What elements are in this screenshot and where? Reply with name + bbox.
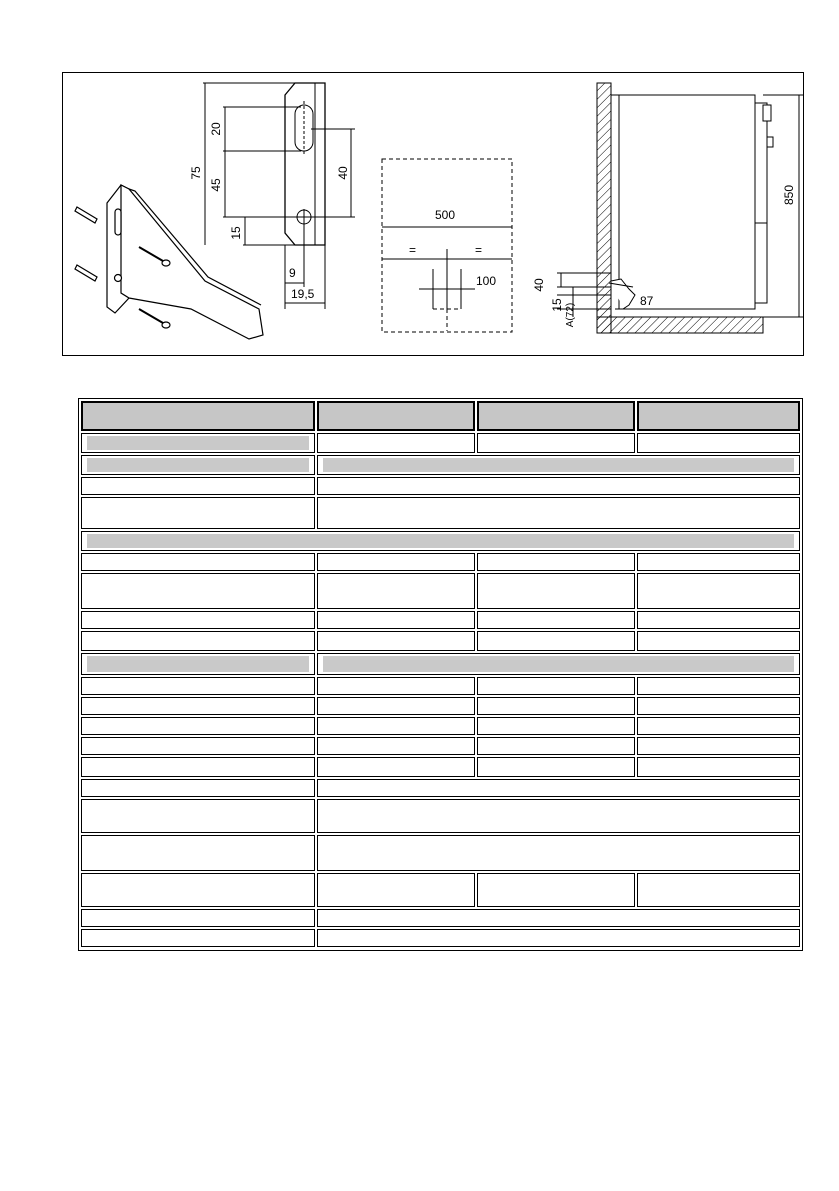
row-14-label	[81, 737, 315, 755]
row-11-col3	[637, 677, 800, 695]
header-cell-col3	[637, 401, 800, 431]
dowel-top	[75, 207, 97, 223]
row-14-col2	[477, 737, 635, 755]
row-3-label	[81, 477, 315, 495]
dim-15: 15	[229, 226, 243, 240]
row-11-col2	[477, 677, 635, 695]
screw-bottom	[139, 309, 170, 328]
row-17-label	[81, 799, 315, 833]
dim-75: 75	[189, 166, 203, 180]
row-21-label	[81, 929, 315, 947]
bracket-hole	[115, 275, 122, 282]
row-2-label	[81, 455, 315, 475]
dim-equal-right: =	[475, 243, 483, 257]
row-1-label	[81, 433, 315, 453]
row-19-col1	[317, 873, 475, 907]
row-12-label	[81, 697, 315, 715]
row-11-col1	[317, 677, 475, 695]
row-1-col1	[317, 433, 475, 453]
row-10-label	[81, 653, 315, 675]
row-12-col2	[477, 697, 635, 715]
dim-a72: A(72)	[565, 302, 576, 328]
row-17-span	[317, 799, 800, 833]
row-18-span	[317, 835, 800, 871]
row-13-col3	[637, 717, 800, 735]
dowel-bottom	[75, 265, 97, 281]
row-20-span	[317, 909, 800, 927]
row-6-col3	[637, 553, 800, 571]
installation-side-view	[557, 83, 803, 333]
installation-drawing	[63, 73, 804, 356]
row-10-span	[317, 653, 800, 675]
row-19-col2	[477, 873, 635, 907]
row-8-col2	[477, 611, 635, 629]
drilling-template-labels	[409, 208, 496, 288]
header-cell-label	[81, 401, 315, 431]
row-4-label	[81, 497, 315, 529]
dim-850: 850	[782, 184, 796, 206]
row-9-col1	[317, 631, 475, 651]
row-8-label	[81, 611, 315, 629]
row-1-col3	[637, 433, 800, 453]
row-13-col2	[477, 717, 635, 735]
row-7-col2	[477, 573, 635, 609]
dim-9: 9	[289, 266, 296, 280]
row-6-label	[81, 553, 315, 571]
bracket-dimension-labels	[189, 122, 350, 301]
bracket-3d-illustration	[75, 185, 263, 339]
row-13-label	[81, 717, 315, 735]
row-20-label	[81, 909, 315, 927]
row-8-col1	[317, 611, 475, 629]
dim-19-5: 19,5	[291, 287, 315, 301]
row-16-label	[81, 779, 315, 797]
bracket-slot	[115, 209, 121, 235]
dim-87: 87	[640, 294, 654, 308]
row-14-col3	[637, 737, 800, 755]
row-15-col2	[477, 757, 635, 777]
row-16-span	[317, 779, 800, 797]
dim-100: 100	[476, 274, 497, 288]
row-12-col3	[637, 697, 800, 715]
row-5-section	[81, 531, 800, 551]
row-9-col2	[477, 631, 635, 651]
row-6-col2	[477, 553, 635, 571]
row-15-col1	[317, 757, 475, 777]
row-8-col3	[637, 611, 800, 629]
row-19-col3	[637, 873, 800, 907]
dim-40-side: 40	[532, 278, 546, 292]
installation-figure	[62, 72, 804, 356]
dim-500: 500	[435, 208, 456, 222]
row-14-col1	[317, 737, 475, 755]
row-1-col2	[477, 433, 635, 453]
row-2-span	[317, 455, 800, 475]
row-9-label	[81, 631, 315, 651]
row-15-col3	[637, 757, 800, 777]
row-21-span	[317, 929, 800, 947]
specification-table	[78, 398, 803, 951]
row-18-label	[81, 835, 315, 871]
dim-20: 20	[209, 122, 223, 136]
dim-15-side: 15	[550, 298, 564, 312]
row-6-col1	[317, 553, 475, 571]
row-19-label	[81, 873, 315, 907]
bracket-arm	[121, 185, 263, 339]
row-15-label	[81, 757, 315, 777]
row-12-col1	[317, 697, 475, 715]
row-7-col1	[317, 573, 475, 609]
row-7-col3	[637, 573, 800, 609]
header-cell-col1	[317, 401, 475, 431]
row-4-span	[317, 497, 800, 529]
row-13-col1	[317, 717, 475, 735]
row-3-span	[317, 477, 800, 495]
dim-45: 45	[209, 178, 223, 192]
row-11-label	[81, 677, 315, 695]
drilling-template	[382, 159, 512, 332]
row-9-col3	[637, 631, 800, 651]
dim-equal-left: =	[409, 243, 417, 257]
row-7-label	[81, 573, 315, 609]
header-cell-col2	[477, 401, 635, 431]
bracket-dimension-drawing	[203, 83, 355, 309]
dim-40-bracket: 40	[336, 166, 350, 180]
